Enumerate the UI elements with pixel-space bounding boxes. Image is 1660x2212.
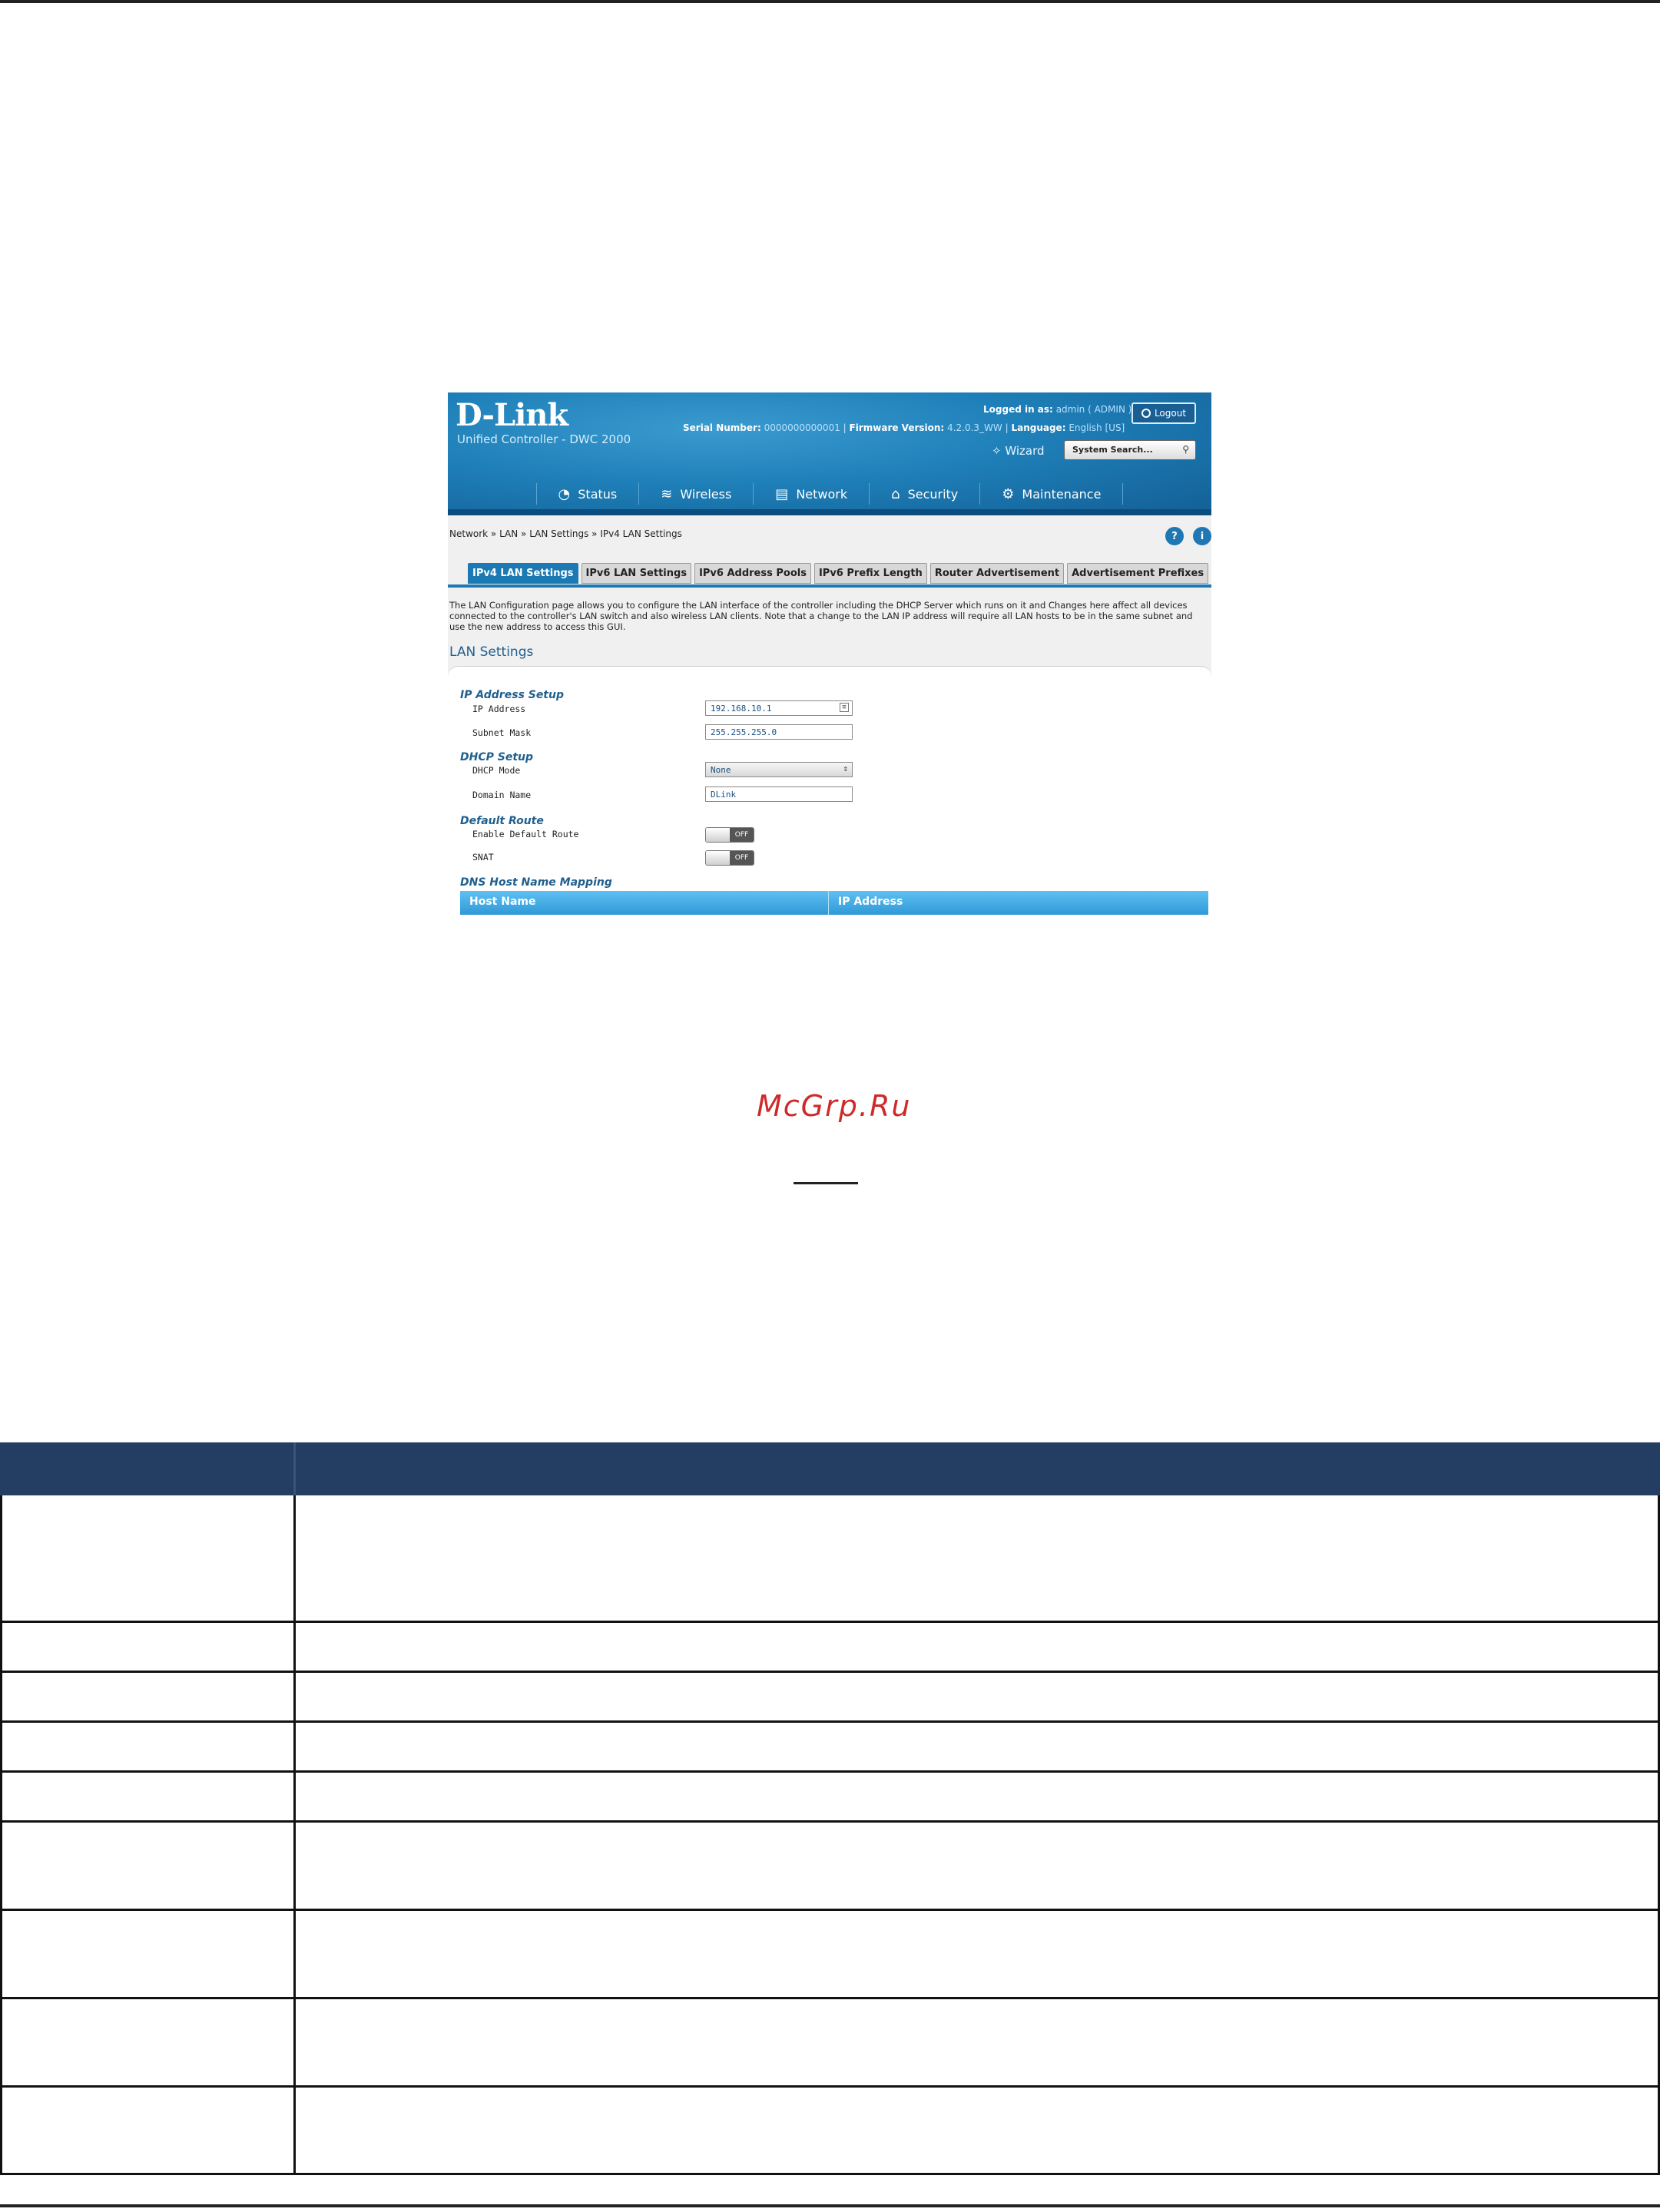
firmware-label: Firmware Version: (849, 422, 945, 433)
nav-maintenance-label: Maintenance (1022, 486, 1102, 502)
search-placeholder: System Search... (1072, 445, 1153, 455)
table-cell (296, 1495, 1658, 1621)
help-icons (1165, 527, 1211, 545)
table-row (0, 1723, 1660, 1773)
tab-ipv4-lan-settings[interactable]: IPv4 LAN Settings (468, 563, 578, 584)
watermark: McGrp.Ru (757, 1089, 912, 1123)
table-cell (296, 1723, 1658, 1770)
nav-status[interactable] (536, 483, 639, 505)
logout-button[interactable] (1132, 402, 1196, 424)
top-rule (0, 0, 1660, 3)
table-row (0, 1623, 1660, 1673)
ip-setup-title: IP Address Setup (460, 689, 564, 701)
table-cell (296, 1999, 1658, 2085)
tab-bar (468, 563, 1208, 584)
select-arrows-icon: ⇕ (843, 763, 848, 773)
section-title: LAN Settings (449, 644, 534, 660)
page-description: The LAN Configuration page allows you to configure the LAN interface of the controller including the DHCP Server which runs on it and Changes here affect all devices connected to the controller's LAN switch and also wireless LAN clients. Note that a change to the LAN IP address will require all LAN hosts to be in the same subnet and use the new address to access this GUI. (449, 600, 1193, 632)
table-row (0, 1673, 1660, 1723)
nav-security[interactable] (869, 483, 979, 505)
domain-name-field[interactable] (705, 786, 853, 802)
dlink-logo: D-Link (456, 397, 568, 433)
toggle-knob (706, 828, 730, 842)
tab-advertisement-prefixes[interactable]: Advertisement Prefixes (1067, 563, 1208, 584)
table-row (0, 1823, 1660, 1911)
table-row (0, 1773, 1660, 1823)
gear-icon: ⚙ (1002, 485, 1015, 502)
table-cell (2, 1911, 296, 1997)
bottom-rule (0, 2204, 1660, 2207)
edit-icon: ≡ (840, 703, 849, 712)
settings-panel (448, 666, 1211, 915)
tab-underline (448, 584, 1211, 588)
main-nav (448, 478, 1211, 509)
nav-wireless-label: Wireless (680, 486, 732, 502)
nav-wireless[interactable] (638, 483, 753, 505)
help-icon[interactable]: ? (1165, 527, 1184, 545)
snat-label: SNAT (472, 852, 494, 863)
app-header (448, 392, 1211, 515)
table-cell (296, 1773, 1658, 1820)
subnet-mask-field[interactable] (705, 724, 853, 740)
table-header (0, 1442, 1660, 1495)
ip-address-value: 192.168.10.1 (711, 704, 772, 714)
nav-status-label: Status (578, 486, 618, 502)
ip-address-header[interactable]: IP Address (838, 896, 903, 908)
table-row (0, 1999, 1660, 2088)
ui-screenshot (448, 392, 1211, 915)
field-description-table (0, 1442, 1660, 2175)
wand-icon: ✧ (992, 444, 1002, 458)
dns-table-header (460, 891, 1208, 915)
table-cell (2, 1673, 296, 1720)
toggle-knob (706, 851, 730, 865)
snat-toggle[interactable] (705, 850, 754, 866)
table-row (0, 1911, 1660, 1999)
nav-network-label: Network (796, 486, 848, 502)
dns-mapping-title: DNS Host Name Mapping (460, 876, 612, 889)
dhcp-setup-title: DHCP Setup (460, 751, 534, 763)
table-cell (2, 1999, 296, 2085)
wifi-icon: ≋ (661, 485, 673, 502)
ip-address-label: IP Address (472, 704, 526, 714)
table-cell (2, 1773, 296, 1820)
table-cell (296, 1623, 1658, 1671)
table-cell (2, 2088, 296, 2173)
tab-ipv6-address-pools[interactable]: IPv6 Address Pools (694, 563, 811, 584)
table-cell (296, 1823, 1658, 1909)
tab-router-advertisement[interactable]: Router Advertisement (930, 563, 1064, 584)
dhcp-mode-value: None (711, 765, 731, 775)
firmware-value: 4.2.0.3_WW (947, 422, 1002, 433)
network-icon: ▤ (775, 485, 789, 502)
toggle-state: OFF (730, 851, 754, 865)
info-icon[interactable]: i (1193, 527, 1211, 545)
serial-label: Serial Number: (683, 422, 761, 433)
host-name-header[interactable]: Host Name (460, 891, 829, 915)
table-cell (296, 1911, 1658, 1997)
domain-name-value: DLink (711, 790, 737, 800)
toggle-state: OFF (730, 828, 754, 842)
subnet-mask-value: 255.255.255.0 (711, 727, 777, 737)
table-cell (2, 1723, 296, 1770)
language-select[interactable]: English [US] (1069, 422, 1125, 433)
language-label: Language: (1011, 422, 1066, 433)
system-search-input[interactable] (1064, 440, 1196, 460)
table-cell (2, 1495, 296, 1621)
table-cell (296, 1673, 1658, 1720)
gauge-icon: ◔ (558, 485, 571, 502)
dhcp-mode-select[interactable] (705, 762, 853, 777)
enable-default-route-label: Enable Default Route (472, 829, 579, 839)
wizard-link[interactable] (992, 444, 1045, 458)
logged-in-user: admin ( ADMIN ) (1055, 404, 1132, 415)
dhcp-mode-label: DHCP Mode (472, 765, 521, 776)
breadcrumb: Network » LAN » LAN Settings » IPv4 LAN Settings (449, 528, 682, 539)
nav-security-label: Security (907, 486, 959, 502)
tab-ipv6-prefix-length[interactable]: IPv6 Prefix Length (814, 563, 927, 584)
tab-ipv6-lan-settings[interactable]: IPv6 LAN Settings (581, 563, 692, 584)
subnet-mask-label: Subnet Mask (472, 727, 532, 738)
header-divider (293, 1442, 296, 1495)
table-cell (2, 1823, 296, 1909)
table-row (0, 1495, 1660, 1623)
domain-name-label: Domain Name (472, 790, 532, 800)
logout-label: Logout (1154, 408, 1187, 419)
nav-maintenance[interactable] (979, 483, 1123, 505)
logged-in-label: Logged in as: (983, 404, 1053, 415)
table-cell (2, 1623, 296, 1671)
table-row (0, 2088, 1660, 2175)
wizard-label: Wizard (1005, 444, 1045, 458)
nav-network[interactable] (753, 483, 869, 505)
ip-address-field[interactable] (705, 700, 853, 716)
power-icon (1141, 409, 1151, 418)
default-route-title: Default Route (460, 815, 544, 827)
lock-icon: ⌂ (891, 485, 900, 502)
search-icon: ⚲ (1182, 444, 1189, 455)
table-cell (296, 2088, 1658, 2173)
short-rule (794, 1182, 858, 1184)
serial-value: 0000000000001 (764, 422, 840, 433)
logged-in-info (983, 404, 1132, 415)
product-subtitle: Unified Controller - DWC 2000 (457, 432, 631, 446)
enable-default-route-toggle[interactable] (705, 827, 754, 843)
device-info: Serial Number: 0000000000001 | Firmware Version: 4.2.0.3_WW | Language: English [US] (683, 422, 1125, 433)
